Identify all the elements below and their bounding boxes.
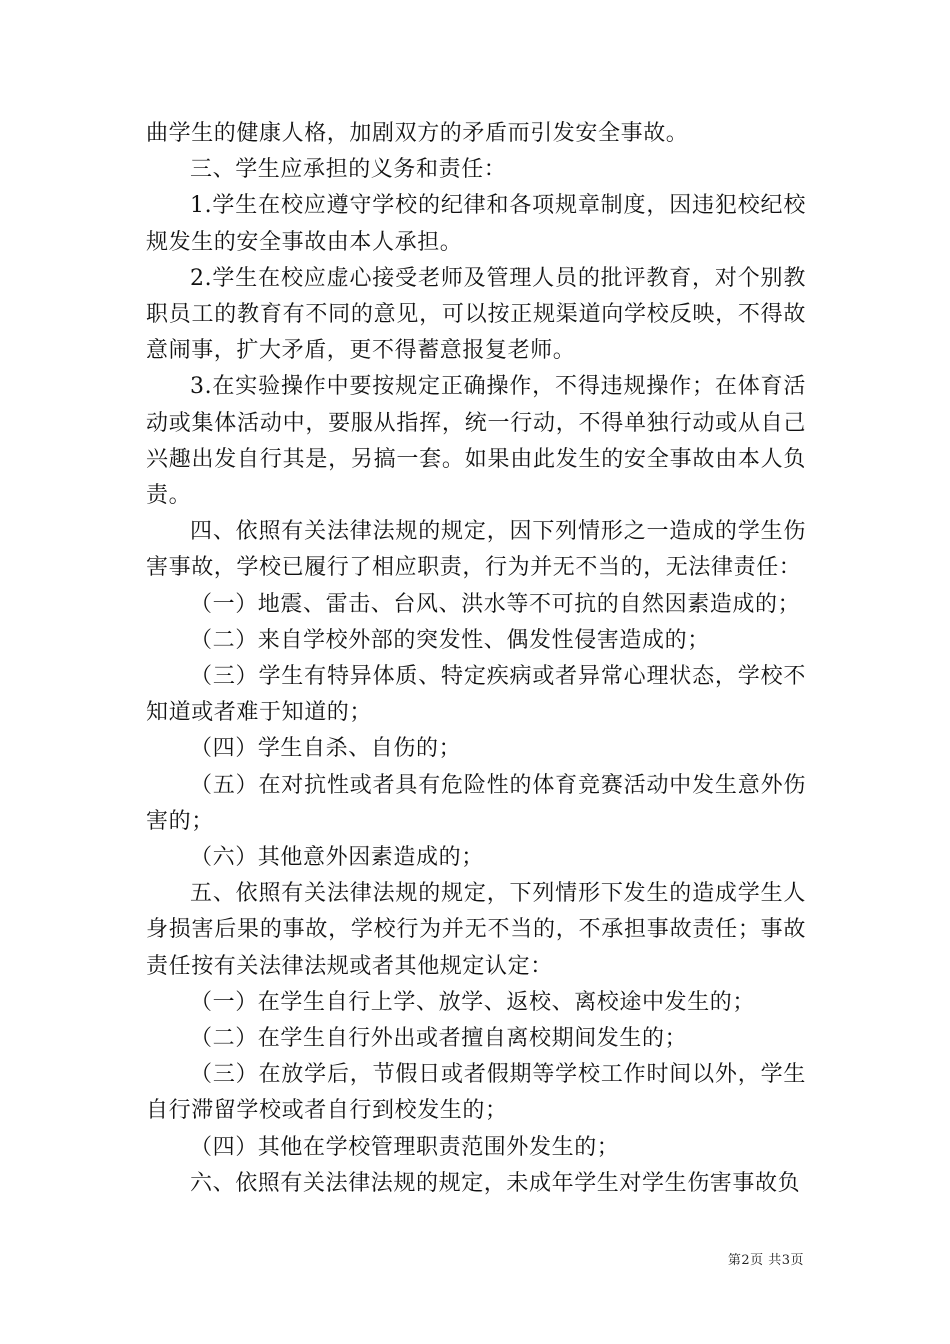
document-body <box>146 116 806 1202</box>
paragraph-15: （二）在学生自行外出或者擅自离校期间发生的； <box>190 1026 688 1052</box>
paragraph-4: 2.学生在校应虚心接受老师及管理人员的批评教育，对个别教职员工的教育有不同的意见，可以按正规渠道向学校反映，不得故意闹事，扩大矛盾，更不得蓄意报复老师。 <box>146 265 806 364</box>
paragraph-13: 五、依照有关法律法规的规定，下列情形下发生的造成学生人身损害后果的事故，学校行为并无不当的，不承担事故责任；事故责任按有关法律法规或者其他规定认定： <box>146 881 806 979</box>
paragraph-14: （一）在学生自行上学、放学、返校、离校途中发生的； <box>190 989 756 1015</box>
paragraph-3: 1.学生在校应遵守学校的纪律和各项规章制度，因违犯校纪校规发生的安全事故由本人承担。 <box>146 193 806 255</box>
paragraph-11: （五）在对抗性或者具有危险性的体育竞赛活动中发生意外伤害的； <box>146 772 806 834</box>
paragraph-5: 3.在实验操作中要按规定正确操作，不得违规操作；在体育活动或集体活动中，要服从指挥，统一行动，不得单独行动或从自己兴趣出发自行其是，另搞一套。如果由此发生的安全事故由本人负责。 <box>146 374 806 509</box>
paragraph-10: （四）学生自杀、自伤的； <box>190 736 462 762</box>
paragraph-6: 四、依照有关法律法规的规定，因下列情形之一造成的学生伤害事故，学校已履行了相应职责，行为并无不当的，无法律责任： <box>146 519 806 581</box>
paragraph-16: （三）在放学后，节假日或者假期等学校工作时间以外，学生自行滞留学校或者自行到校发生的； <box>146 1062 806 1124</box>
paragraph-7: （一）地震、雷击、台风、洪水等不可抗的自然因素造成的； <box>190 591 801 617</box>
paragraph-1: 曲学生的健康人格，加剧双方的矛盾而引发安全事故。 <box>146 121 689 146</box>
paragraph-18: 六、依照有关法律法规的规定，未成年学生对学生伤害事故负 <box>190 1170 801 1196</box>
paragraph-12: （六）其他意外因素造成的； <box>190 845 484 871</box>
page-number: 第2页 共3页 <box>727 1253 804 1268</box>
paragraph-17: （四）其他在学校管理职责范围外发生的； <box>190 1134 620 1160</box>
paragraph-8: （二）来自学校外部的突发性、偶发性侵害造成的； <box>190 627 710 653</box>
paragraph-2: 三、学生应承担的义务和责任： <box>190 157 507 183</box>
paragraph-9: （三）学生有特异体质、特定疾病或者异常心理状态，学校不知道或者难于知道的； <box>146 664 806 726</box>
